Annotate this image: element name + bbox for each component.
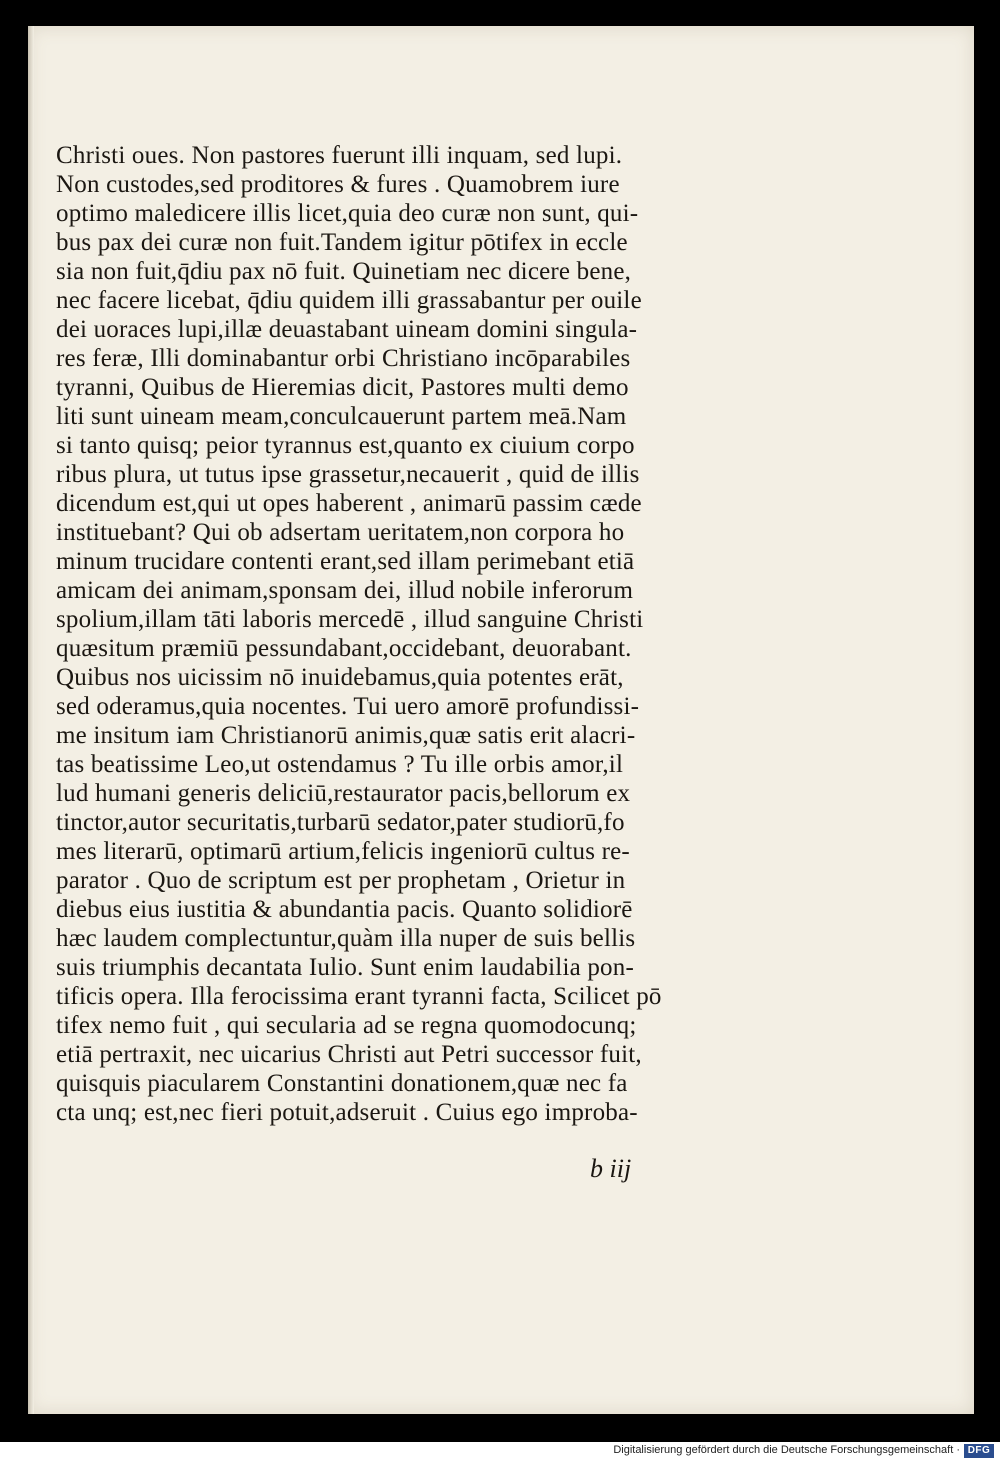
text-line: me insitum iam Christianorū animis,quæ satis erit alacri-	[56, 722, 636, 749]
text-line: diebus eius iustitia & abundantia pacis. Quanto solidiorē	[56, 896, 633, 923]
text-line: quisquis piacularem Constantini donationem,quæ nec fa	[56, 1070, 628, 1097]
signature-mark: b iij	[590, 1154, 632, 1183]
text-line: liti sunt uineam meam,conculcauerunt partem meā.Nam	[56, 403, 627, 430]
text-line: res feræ, Illi dominabantur orbi Christiano incōparabiles	[56, 345, 631, 372]
text-line: ribus plura, ut tutus ipse grassetur,necauerit , quid de illis	[56, 461, 640, 488]
dfg-logo-icon: DFG	[964, 1444, 994, 1458]
text-line: si tanto quisq; peior tyrannus est,quanto ex ciuium corpo	[56, 432, 635, 459]
funding-credit: Digitalisierung gefördert durch die Deutsche Forschungsgemeinschaft ·	[613, 1444, 960, 1456]
text-line: tificis opera. Illa ferocissima erant tyranni facta, Scilicet pō	[56, 983, 662, 1010]
text-line: tas beatissime Leo,ut ostendamus ? Tu ille orbis amor,il	[56, 751, 624, 778]
text-line: optimo maledicere illis licet,quia deo curæ non sunt, qui-	[56, 200, 639, 227]
text-line: spolium,illam tāti laboris mercedē , illud sanguine Christi	[56, 606, 644, 633]
text-line: etiā pertraxit, nec uicarius Christi aut Petri successor fuit,	[56, 1041, 642, 1068]
text-line: tifex nemo fuit , qui secularia ad se regna quomodocunq;	[56, 1012, 637, 1039]
text-line: lud humani generis deliciū,restaurator pacis,bellorum ex	[56, 780, 631, 807]
text-line: tinctor,autor securitatis,turbarū sedator,pater studiorū,fo	[56, 809, 625, 836]
text-line: dicendum est,qui ut opes haberent , animarū passim cæde	[56, 490, 642, 517]
text-line: nec facere licebat, q̄diu quidem illi grassabantur per ouile	[56, 287, 642, 314]
text-line: parator . Quo de scriptum est per prophetam , Orietur in	[56, 867, 626, 894]
page-edge	[28, 26, 34, 1414]
text-line: amicam dei animam,sponsam dei, illud nobile inferorum	[56, 577, 634, 604]
text-line: instituebant? Qui ob adsertam ueritatem,non corpora ho	[56, 519, 625, 546]
text-line: quæsitum præmiū pessundabant,occidebant, deuorabant.	[56, 635, 632, 662]
text-line: sia non fuit,q̄diu pax nō fuit. Quinetiam nec dicere bene,	[56, 258, 632, 285]
text-line: Christi oues. Non pastores fuerunt illi inquam, sed lupi.	[56, 142, 623, 169]
text-line: mes literarū, optimarū artium,felicis ingeniorū cultus re-	[56, 838, 630, 865]
text-line: hæc laudem complectuntur,quàm illa nuper de suis bellis	[56, 925, 636, 952]
text-line: tyranni, Quibus de Hieremias dicit, Pastores multi demo	[56, 374, 629, 401]
text-line: dei uoraces lupi,illæ deuastabant uineam domini singula-	[56, 316, 638, 343]
text-line: suis triumphis decantata Iulio. Sunt enim laudabilia pon-	[56, 954, 634, 981]
text-line: minum trucidare contenti erant,sed illam perimebant etiā	[56, 548, 635, 575]
text-line: Non custodes,sed proditores & fures . Quamobrem iure	[56, 171, 620, 198]
body-text	[56, 141, 746, 1127]
text-line: sed oderamus,quia nocentes. Tui uero amorē profundissi-	[56, 693, 640, 720]
text-line: bus pax dei curæ non fuit.Tandem igitur pōtifex in eccle	[56, 229, 628, 256]
text-line: cta unq; est,nec fieri potuit,adseruit . Cuius ego improba-	[56, 1099, 638, 1126]
text-line: Quibus nos uicissim nō inuidebamus,quia potentes erāt,	[56, 664, 624, 691]
